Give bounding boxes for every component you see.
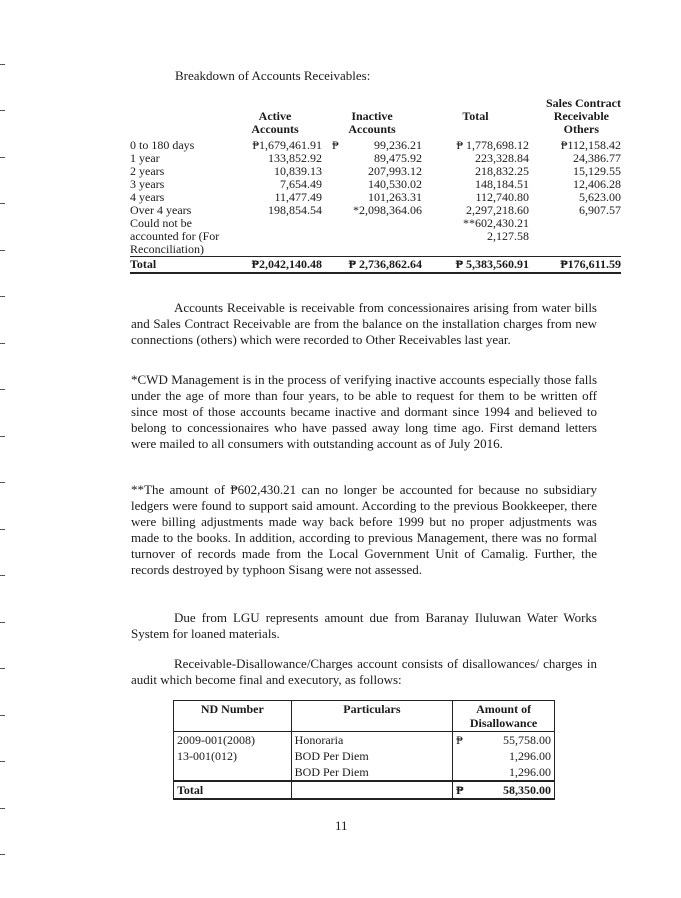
cell-active: 7,654.49 <box>280 177 322 191</box>
header-sales: Sales Contract Receivable Others <box>546 96 621 136</box>
cell-total: ₱ 1,778,698.12 <box>456 138 529 152</box>
scan-mark <box>0 482 5 483</box>
accounts-receivable-table <box>130 97 621 274</box>
table-row <box>174 732 555 749</box>
cell-total: 112,740.80 <box>475 190 529 204</box>
cell-nd-number <box>174 764 292 781</box>
table-row <box>174 764 555 781</box>
cell-total: 2,297,218.60 <box>466 203 529 217</box>
cell-particulars: Honoraria <box>291 732 452 749</box>
header-total: Total <box>462 109 489 123</box>
paragraph-due-from-lgu: Due from LGU represents amount due from Baranay Iluluwan Water Works System for loaned materials. <box>131 610 597 641</box>
paragraph-accounts-receivable: Accounts Receivable is receivable from concessionaires arising from water bills and Sales Contract Receivable are from the balance on the installation charges from new connections (others) which were recorded to Other Receivables last year. <box>131 300 597 347</box>
cell-label: Reconciliation) <box>130 242 204 256</box>
scan-mark <box>0 761 5 762</box>
disallowance-table <box>173 700 555 800</box>
header-amount: Amount of Disallowance <box>453 701 555 732</box>
header-particulars: Particulars <box>291 701 452 732</box>
cell-sales: 6,907.57 <box>579 203 621 217</box>
cell-inactive: *2,098,364.06 <box>353 203 422 217</box>
cell-amount: ₱ 55,758.00 <box>453 732 555 749</box>
cell-nd-number: 2009-001(2008) <box>174 732 292 749</box>
cell-inactive <box>322 217 422 230</box>
cell-inactive <box>322 243 422 257</box>
cell-particulars: BOD Per Diem <box>291 764 452 781</box>
nd-header-row <box>174 701 555 732</box>
table-header-row <box>130 97 621 139</box>
cell-label: 4 years <box>130 190 165 204</box>
table-row <box>174 748 555 764</box>
cell-label: 3 years <box>130 177 165 191</box>
cell-label: 1 year <box>130 151 160 165</box>
cell-inactive: ₱ 99,236.21 <box>322 139 422 152</box>
header-blank <box>130 97 228 139</box>
cell-active <box>228 217 322 230</box>
paragraph-cwd-management: *CWD Management is in the process of verifying inactive accounts especially those falls under the age of more than four years, to be able to request for them to be written off since most of those accounts became inactive and dormant since 1994 and believed to belong to concessionaires who have passed away long time ago. First demand letters were mailed to all consumers with outstanding account as of July 2016. <box>131 372 597 451</box>
cell-sales: 15,129.55 <box>573 164 621 178</box>
cell-active <box>228 230 322 243</box>
cell-sales: 24,386.77 <box>573 151 621 165</box>
header-active: Active Accounts <box>251 109 299 136</box>
scan-mark <box>0 389 5 390</box>
cell-active: 10,839.13 <box>274 164 322 178</box>
cell-inactive: 140,530.02 <box>368 177 422 191</box>
cell-sales <box>529 217 621 230</box>
cell-active <box>228 243 322 257</box>
scan-mark <box>0 529 5 530</box>
scan-mark <box>0 715 5 716</box>
scan-mark <box>0 296 5 297</box>
cell-active: 198,854.54 <box>268 203 322 217</box>
scan-mark <box>0 203 5 204</box>
scan-mark <box>0 622 5 623</box>
cell-active: ₱1,679,461.91 <box>252 138 322 152</box>
cell-label: 0 to 180 days <box>130 138 195 152</box>
cell-total <box>422 243 529 257</box>
table-row <box>130 204 621 217</box>
cell-label: 2 years <box>130 164 165 178</box>
scan-mark <box>0 64 5 65</box>
cell-sales: ₱112,158.42 <box>560 138 621 152</box>
cell-amount: 1,296.00 <box>453 764 555 781</box>
cell-total: **602,430.21 <box>463 216 529 230</box>
cell-label: Could not be <box>130 216 192 230</box>
cell-inactive: 89,475.92 <box>374 151 422 165</box>
table-row <box>130 243 621 257</box>
scan-mark <box>0 250 5 251</box>
total-row: Total ₱2,042,140.48 ₱ 2,736,862.64 ₱ 5,383,560.91 ₱176,611.59 <box>130 257 621 271</box>
scan-mark <box>0 668 5 669</box>
cell-sales: 5,623.00 <box>579 190 621 204</box>
section-heading: Breakdown of Accounts Receivables: <box>175 68 371 83</box>
cell-total: 148,184.51 <box>475 177 529 191</box>
header-inactive: Inactive Accounts <box>348 109 396 136</box>
paragraph-unaccounted-amount: **The amount of ₱602,430.21 can no longer be accounted for because no subsidiary ledgers were found to support said amount. According to the previous Bookkeeper, there were billing adjustments made way back before 1999 but no proper adjustments was made to the books. In addition, according to previous Management, there was no formal turnover of records made from the Local Government Unit of Camalig. Further, the records destroyed by typhoon Sisang were not assessed. <box>131 482 597 577</box>
scan-mark <box>0 854 5 855</box>
cell-inactive <box>322 230 422 243</box>
scan-mark <box>0 575 5 576</box>
scan-mark <box>0 343 5 344</box>
cell-active: 133,852.92 <box>268 151 322 165</box>
cell-inactive: 101,263.31 <box>368 190 422 204</box>
cell-sales <box>529 243 621 257</box>
currency-symbol: ₱ <box>332 138 339 152</box>
cell-sales: 12,406.28 <box>573 177 621 191</box>
cell-amount: 1,296.00 <box>453 748 555 764</box>
cell-total: 218,832.25 <box>475 164 529 178</box>
cell-total: 2,127.58 <box>487 229 529 243</box>
nd-total-row: Total ₱ 58,350.00 <box>174 781 555 799</box>
header-nd-number: ND Number <box>174 701 292 732</box>
cell-active: 11,477.49 <box>274 190 322 204</box>
cell-particulars: BOD Per Diem <box>291 748 452 764</box>
paragraph-disallowance: Receivable-Disallowance/Charges account consists of disallowances/ charges in audit which become final and executory, as follows: <box>131 656 597 687</box>
cell-nd-number: 13-001(012) <box>174 748 292 764</box>
cell-label: accounted for (For <box>130 229 220 243</box>
scan-mark <box>0 436 5 437</box>
cell-inactive: 207,993.12 <box>368 164 422 178</box>
nd-table-body <box>174 732 555 782</box>
page-number: 11 <box>335 818 348 833</box>
cell-sales <box>529 230 621 243</box>
scan-mark <box>0 808 5 809</box>
scan-mark <box>0 157 5 158</box>
ar-table-body <box>130 139 621 257</box>
scan-mark <box>0 110 5 111</box>
cell-label: Over 4 years <box>130 203 192 217</box>
cell-total: 223,328.84 <box>475 151 529 165</box>
currency-symbol: ₱ <box>456 733 463 747</box>
